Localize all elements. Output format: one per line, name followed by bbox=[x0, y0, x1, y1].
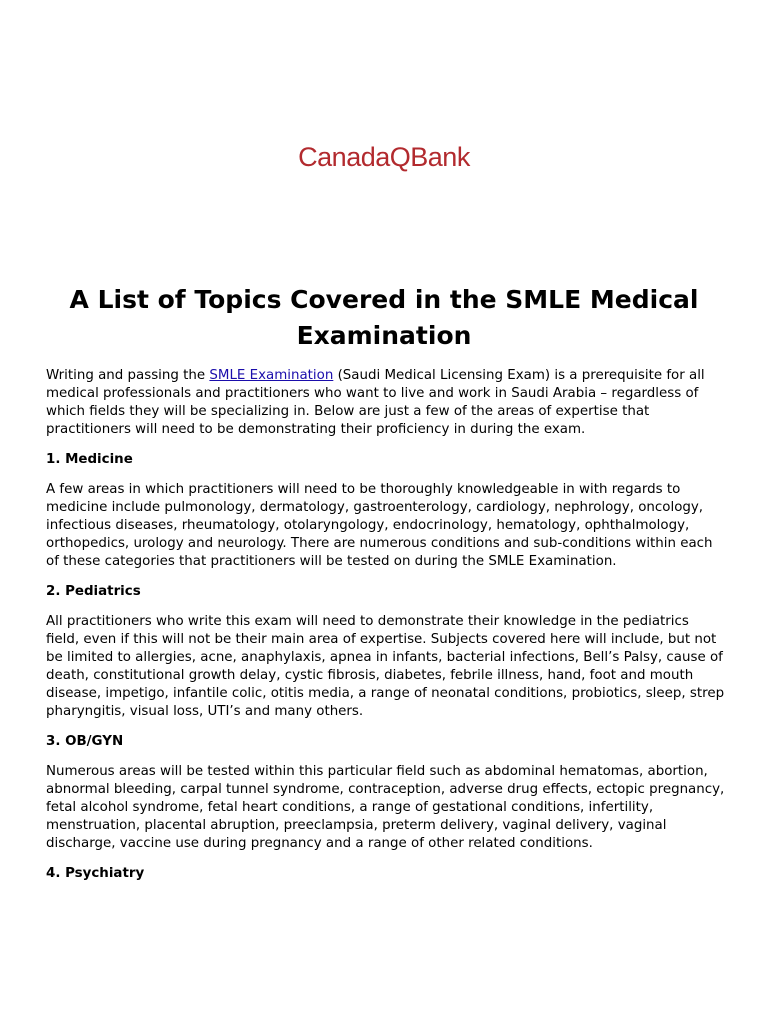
article-body bbox=[46, 367, 726, 895]
section-heading-psychiatry: 4. Psychiatry bbox=[46, 866, 145, 881]
logo-text-canada: Canada bbox=[298, 142, 390, 172]
smle-examination-link[interactable]: SMLE Examination bbox=[209, 368, 334, 383]
section-body-pediatrics: All practitioners who write this exam will need to demonstrate their knowledge in the pediatrics field, even if this will not be their main area of expertise. Subjects covered here will include, but not be limited to allergies, acne, anaphylaxis, apnea in infants, bacterial infections, Bell’s Palsy, cause of death, constitutional growth delay, cystic fibrosis, diabetes, febrile illness, hand, foot and mouth disease, impetigo, infantile colic, otitis media, a range of neonatal conditions, probiotics, sleep, strep pharyngitis, visual loss, UTI’s and many others. bbox=[46, 614, 725, 719]
section-heading-obgyn: 3. OB/GYN bbox=[46, 734, 124, 749]
section-body-obgyn: Numerous areas will be tested within this particular field such as abdominal hematomas, abortion, abnormal bleeding, carpal tunnel syndrome, contraception, adverse drug effects, ectopic pregnancy, fetal alcohol syndrome, fetal heart conditions, a range of gestational conditions, infertility, menstruation, placental abruption, preeclampsia, preterm delivery, vaginal delivery, vaginal discharge, vaccine use during pregnancy and a range of other related conditions. bbox=[46, 764, 725, 851]
canadaqbank-logo bbox=[0, 140, 768, 174]
section-heading-medicine: 1. Medicine bbox=[46, 452, 133, 467]
intro-text-before: Writing and passing the bbox=[46, 368, 210, 383]
section-heading-pediatrics: 2. Pediatrics bbox=[46, 584, 141, 599]
page-title: A List of Topics Covered in the SMLE Medical Examination bbox=[69, 285, 699, 350]
intro-text-after: (Saudi Medical Licensing Exam) is a prerequisite for all medical professionals and practitioners who want to live and work in Saudi Arabia – regardless of which fields they will be specializing in. Below are just a few of the areas of expertise that practitioners will need to be demonstrating their proficiency in during the exam. bbox=[46, 368, 705, 437]
logo-text-bank: Bank bbox=[410, 142, 470, 172]
intro-paragraph bbox=[46, 367, 726, 439]
logo-q-icon: Q bbox=[389, 142, 411, 172]
section-body-medicine: A few areas in which practitioners will need to be thoroughly knowledgeable in with regards to medicine include pulmonology, dermatology, gastroenterology, cardiology, nephrology, oncology, infectious diseases, rheumatology, otolaryngology, endocrinology, hematology, ophthalmology, orthopedics, urology and neurology. There are numerous conditions and sub-conditions within each of these categories that practitioners will be tested on during the SMLE Examination. bbox=[46, 482, 713, 569]
